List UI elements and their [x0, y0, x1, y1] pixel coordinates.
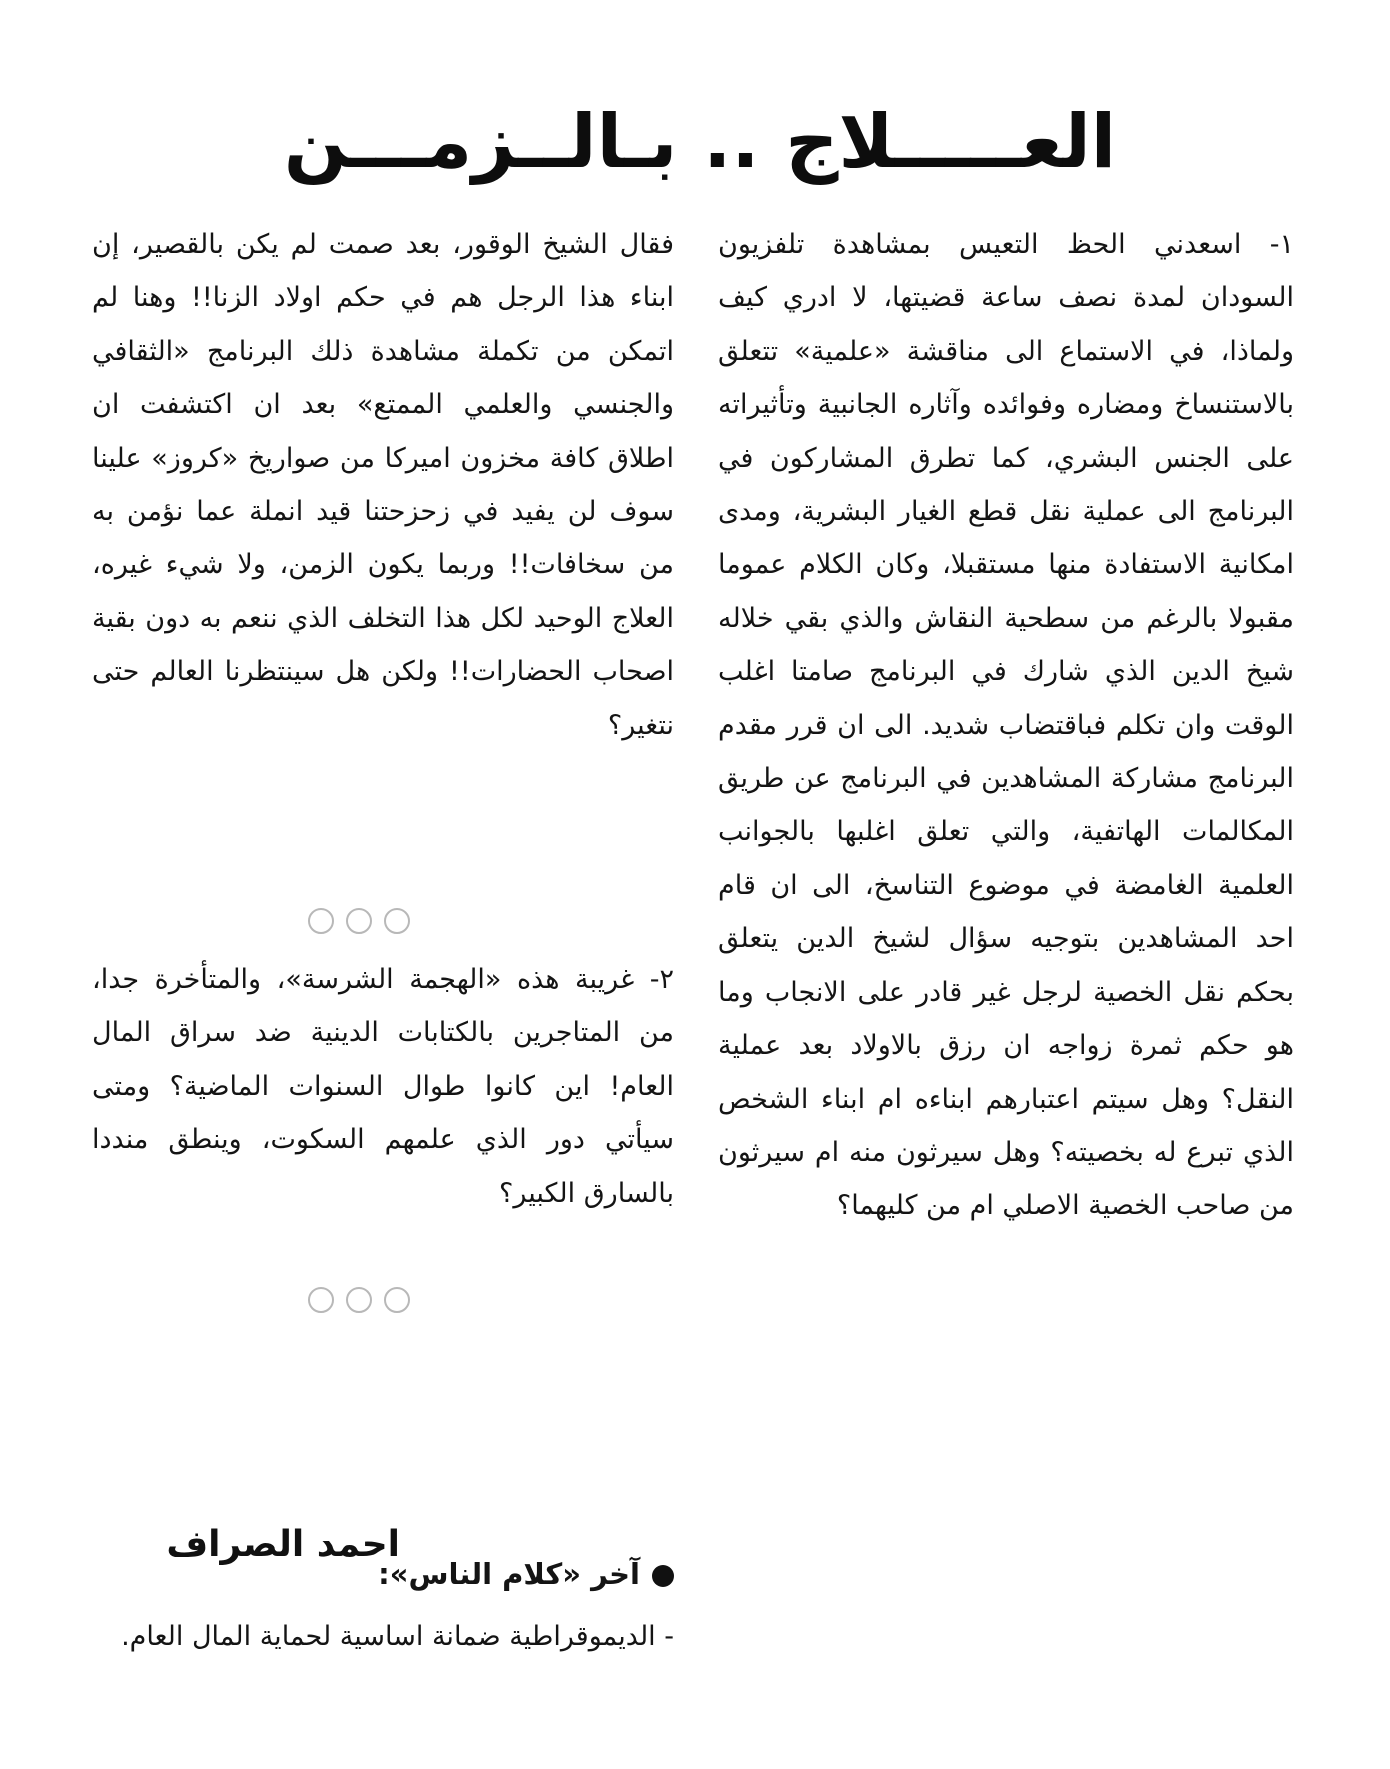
- separator-circles: [308, 908, 410, 934]
- circle-icon: [346, 908, 372, 934]
- circle-icon: [308, 1287, 334, 1313]
- paragraph-item-2: ٢- غريبة هذه «الهجمة الشرسة»، والمتأخرة جدا، من المتاجرين بالكتابات الدينية ضد سراق المال العام! اين كانوا طوال السنوات الماضية؟ ومتى سيأتي دور الذي علمهم السكوت، وينطق منددا بالسارق الكبير؟: [92, 964, 674, 1209]
- right-column: [718, 218, 1294, 1233]
- separator-circles: [308, 1287, 410, 1313]
- circle-icon: [308, 908, 334, 934]
- circle-icon: [384, 908, 410, 934]
- paragraph-continuation: فقال الشيخ الوقور، بعد صمت لم يكن بالقصير، إن ابناء هذا الرجل هم في حكم اولاد الزنا!! وهنا لم اتمكن من تكملة مشاهدة ذلك البرنامج «الثقافي والجنسي والعلمي الممتع» بعد ان اكتشفت ان اطلاق كافة مخزون اميركا من صواريخ «كروز» علينا سوف لن يفيد في زحزحتنا قيد انملة عما نؤمن به من سخافات!! وربما يكون الزمن، ولا شيء غيره، العلاج الوحيد لكل هذا التخلف الذي ننعم به دون بقية اصحاب الحضارات!! ولكن هل سينتظرنا العالم حتى نتغير؟: [92, 229, 674, 741]
- section-heading-text: آخر «كلام الناس»:: [378, 1557, 640, 1591]
- circle-icon: [346, 1287, 372, 1313]
- author-signature: احمد الصراف: [166, 1524, 400, 1565]
- paragraph-item-1: ١- اسعدني الحظ التعيس بمشاهدة تلفزيون السودان لمدة نصف ساعة قضيتها، لا ادري كيف ولماذا، في الاستماع الى مناقشة «علمية» تتعلق بالاستنساخ ومضاره وفوائده وآثاره الجانبية وتأثيراته على الجنس البشري، كما تطرق المشاركون في البرنامج الى عملية نقل قطع الغيار البشرية، ومدى امكانية الاستفادة منها مستقبلا، وكان الكلام عموما مقبولا بالرغم من سطحية النقاش والذي بقي خلاله شيخ الدين الذي شارك في البرنامج صامتا اغلب الوقت وان تكلم فباقتضاب شديد. الى ان قرر مقدم البرنامج مشاركة المشاهدين في البرنامج عن طريق المكالمات الهاتفية، والتي تعلق اغلبها بالجوانب العلمية الغامضة في موضوع التناسخ، الى ان قام احد المشاهدين بتوجيه سؤال لشيخ الدين يتعلق بحكم نقل الخصية لرجل غير قادر على الانجاب وما هو حكم ثمرة زواجه ان رزق بالاولاد بعد عملية النقل؟ وهل سيتم اعتبارهم ابناءه ام ابناء الشخص الذي تبرع له بخصيته؟ وهل سيرثون منه ام سيرثون من صاحب الخصية الاصلي ام من كليهما؟: [718, 229, 1294, 1222]
- circle-icon: [384, 1287, 410, 1313]
- article-headline: العـــــلاج .. بـالــزمـــن: [283, 99, 1117, 185]
- bullet-icon: [652, 1565, 674, 1587]
- closing-quote: - الديموقراطية ضمانة اساسية لحماية المال العام.: [121, 1621, 674, 1652]
